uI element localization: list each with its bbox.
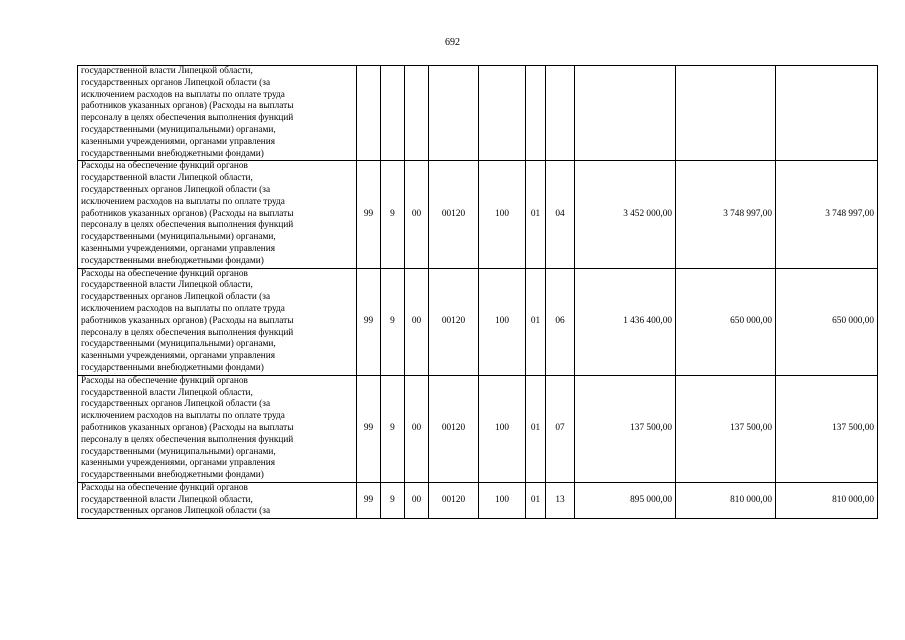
description-line: государственными (муниципальными) органами, [81,124,276,135]
direction-code-cell: 00120 [429,482,479,518]
section-code-cell: 01 [526,161,546,268]
budget-table [77,65,878,519]
description-line: государственными внебюджетными фондами) [81,470,264,481]
description-line: персоналу в целях обеспечения выполнения функций [81,434,294,445]
expense-description-cell [78,161,357,268]
main-activity-code-cell: 00 [405,482,429,518]
amount-year-2-cell: 3 748 997,00 [676,161,776,268]
description-line: персоналу в целях обеспечения выполнения функций [81,220,294,231]
table-row [78,66,878,161]
description-line: работников указанных органов) (Расходы на выплаты [81,422,294,433]
description-line: государственных органов Липецкой области (за [81,77,271,88]
direction-code-cell: 00120 [429,375,479,482]
description-line: государственной власти Липецкой области, [81,66,253,76]
amount-year-1-cell: 1 436 400,00 [575,268,676,375]
description-line: казенными учреждениями, органами управления [81,136,275,147]
description-line: государственными внебюджетными фондами) [81,255,264,266]
expense-description-cell [78,66,357,161]
amount-year-1-cell [575,66,676,161]
description-line: исключением расходов на выплаты по оплате труда [81,303,285,314]
amount-year-3-cell: 137 500,00 [776,375,878,482]
description-line: государственной власти Липецкой области, [81,494,253,505]
description-line: казенными учреждениями, органами управления [81,351,275,362]
subsection-code-cell: 07 [546,375,575,482]
table-row [78,268,878,375]
direction-code-cell: 00120 [429,268,479,375]
amount-year-2-cell [676,66,776,161]
subsection-code-cell: 04 [546,161,575,268]
description-line: исключением расходов на выплаты по оплате труда [81,196,285,207]
gp-code-cell [357,66,381,161]
subprogram-code-cell: 9 [381,375,405,482]
expense-description-cell [78,375,357,482]
description-line: Расходы на обеспечение функций органов [81,268,248,279]
section-code-cell: 01 [526,268,546,375]
amount-year-2-cell: 650 000,00 [676,268,776,375]
expense-description-cell [78,482,357,518]
description-line: работников указанных органов) (Расходы на выплаты [81,208,294,219]
description-line: государственными (муниципальными) органами, [81,339,276,350]
section-code-cell: 01 [526,375,546,482]
description-line: исключением расходов на выплаты по оплате труда [81,89,285,100]
section-code-cell: 01 [526,482,546,518]
amount-year-3-cell: 650 000,00 [776,268,878,375]
table-row [78,375,878,482]
subsection-code-cell: 06 [546,268,575,375]
amount-year-1-cell: 3 452 000,00 [575,161,676,268]
amount-year-1-cell: 895 000,00 [575,482,676,518]
description-line: государственной власти Липецкой области, [81,387,253,398]
description-line: работников указанных органов) (Расходы на выплаты [81,101,294,112]
table-row [78,161,878,268]
description-line: государственными внебюджетными фондами) [81,148,264,159]
description-line: государственных органов Липецкой области (за [81,399,271,410]
section-code-cell [526,66,546,161]
subsection-code-cell: 13 [546,482,575,518]
page-number: 692 [445,37,460,48]
description-line: государственными (муниципальными) органами, [81,446,276,457]
main-activity-code-cell [405,66,429,161]
subprogram-code-cell: 9 [381,161,405,268]
gp-code-cell: 99 [357,161,381,268]
amount-year-3-cell [776,66,878,161]
description-line: Расходы на обеспечение функций органов [81,482,248,493]
description-line: казенными учреждениями, органами управления [81,458,275,469]
main-activity-code-cell: 00 [405,161,429,268]
direction-code-cell: 00120 [429,161,479,268]
description-line: исключением расходов на выплаты по оплате труда [81,411,285,422]
subprogram-code-cell [381,66,405,161]
amount-year-3-cell: 3 748 997,00 [776,161,878,268]
description-line: казенными учреждениями, органами управления [81,243,275,254]
expense-type-code-cell: 100 [479,161,526,268]
amount-year-1-cell: 137 500,00 [575,375,676,482]
table-body [78,66,878,519]
gp-code-cell: 99 [357,482,381,518]
amount-year-2-cell: 810 000,00 [676,482,776,518]
expense-type-code-cell: 100 [479,375,526,482]
main-activity-code-cell: 00 [405,268,429,375]
expense-type-code-cell [479,66,526,161]
main-activity-code-cell: 00 [405,375,429,482]
description-line: Расходы на обеспечение функций органов [81,375,248,386]
description-line: государственных органов Липецкой области (за [81,184,271,195]
expense-description-cell [78,268,357,375]
expense-type-code-cell: 100 [479,268,526,375]
gp-code-cell: 99 [357,375,381,482]
gp-code-cell: 99 [357,268,381,375]
description-line: Расходы на обеспечение функций органов [81,161,248,172]
description-line: работников указанных органов) (Расходы на выплаты [81,315,294,326]
description-line: государственных органов Липецкой области (за [81,506,271,517]
expense-type-code-cell: 100 [479,482,526,518]
subprogram-code-cell: 9 [381,268,405,375]
table-row [78,482,878,518]
description-line: государственной власти Липецкой области, [81,280,253,291]
direction-code-cell [429,66,479,161]
description-line: персоналу в целях обеспечения выполнения функций [81,113,294,124]
amount-year-2-cell: 137 500,00 [676,375,776,482]
subprogram-code-cell: 9 [381,482,405,518]
description-line: государственными (муниципальными) органами, [81,232,276,243]
description-line: государственными внебюджетными фондами) [81,362,264,373]
amount-year-3-cell: 810 000,00 [776,482,878,518]
subsection-code-cell [546,66,575,161]
description-line: персоналу в целях обеспечения выполнения функций [81,327,294,338]
description-line: государственных органов Липецкой области (за [81,292,271,303]
description-line: государственной власти Липецкой области, [81,173,253,184]
